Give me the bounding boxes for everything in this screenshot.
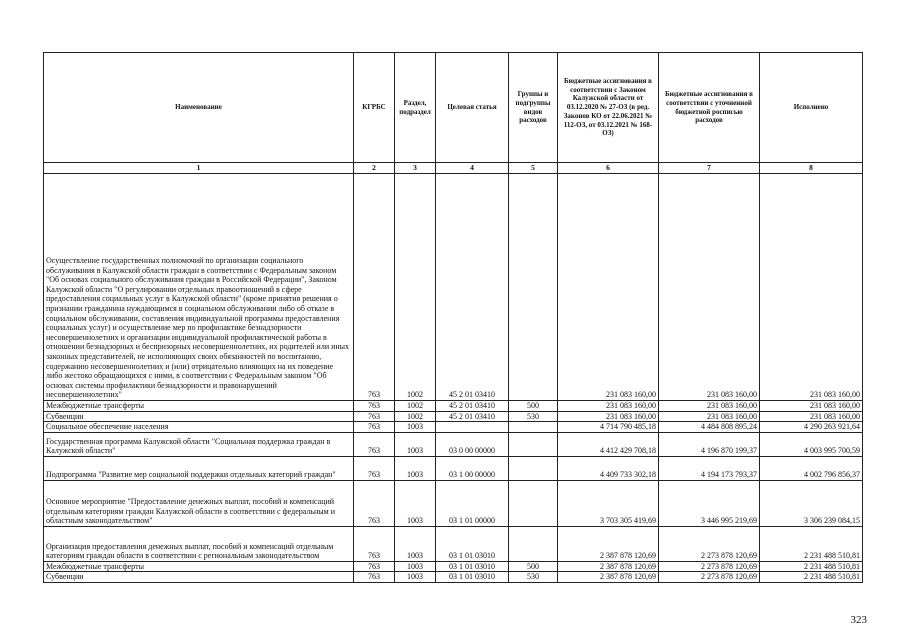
row-kgrbs: 763	[354, 401, 395, 412]
row-executed: 2 231 488 510,81	[760, 526, 863, 561]
row-allocated: 4 412 429 708,18	[558, 432, 659, 456]
row-section: 1002	[395, 411, 436, 422]
row-target: 45 2 01 03410	[436, 174, 509, 401]
header-groups: Группы и подгруппы видов расходов	[509, 53, 558, 163]
row-refined: 2 273 878 120,69	[659, 561, 760, 572]
row-kgrbs: 763	[354, 480, 395, 526]
row-group: 530	[509, 411, 558, 422]
row-name: Государственная программа Калужской области "Социальная поддержка граждан в Калужской области"	[44, 432, 354, 456]
row-group	[509, 456, 558, 480]
row-refined: 4 196 870 199,37	[659, 432, 760, 456]
column-number: 5	[509, 163, 558, 174]
row-kgrbs: 763	[354, 174, 395, 401]
row-executed: 2 231 488 510,81	[760, 572, 863, 583]
header-allocations: Бюджетные ассигнования в соответствии с Законом Калужской области от 03.12.2020 № 27-ОЗ (в ред. Законов КО от 22.06.2021 № 112-ОЗ, от 03.12.2021 № 168-ОЗ)	[558, 53, 659, 163]
row-group	[509, 422, 558, 433]
row-group	[509, 526, 558, 561]
row-kgrbs: 763	[354, 572, 395, 583]
row-group	[509, 480, 558, 526]
row-section: 1003	[395, 480, 436, 526]
row-allocated: 231 083 160,00	[558, 174, 659, 401]
table-row	[44, 422, 863, 433]
table-row	[44, 432, 863, 456]
row-executed: 231 083 160,00	[760, 411, 863, 422]
row-section: 1003	[395, 456, 436, 480]
row-section: 1003	[395, 561, 436, 572]
table-row	[44, 480, 863, 526]
row-executed: 4 002 796 856,37	[760, 456, 863, 480]
row-section: 1003	[395, 526, 436, 561]
row-refined: 4 484 808 895,24	[659, 422, 760, 433]
row-refined: 2 273 878 120,69	[659, 526, 760, 561]
row-name: Осуществление государственных полномочий по организации социального обслуживания в Калужской области граждан в соответствии с Федеральным законом "Об основах социального обслуживания граждан в Российской Федерации", Законом Калужской области "О регулировании отдельных правоотношений в сфере предоставления социальных услуг в Калужской области" (кроме принятия решения о признании гражданина нуждающимся в социальном обслуживании либо об отказе в социальном обслуживании, составления индивидуальной программы предоставления социальных услуг) и осуществление мер по профилактике безнадзорности несовершеннолетних и организации индивидуальной профилактической работы в отношении безнадзорных и беспризорных несовершеннолетних, их родителей или иных законных представителей, не исполняющих своих обязанностей по воспитанию, содержанию несовершеннолетних и (или) отрицательно влияющих на их поведение либо жестоко обращающихся с ними, в соответствии с Федеральным законом "Об основах системы профилактики безнадзорности и правонарушений несовершеннолетних"	[44, 174, 354, 401]
header-executed: Исполнено	[760, 53, 863, 163]
header-kgrbs: КГРБС	[354, 53, 395, 163]
row-name: Основное мероприятие "Предоставление денежных выплат, пособий и компенсаций отдельным категориям граждан Калужской области в соответствии с федеральным и областным законодательством"	[44, 480, 354, 526]
row-allocated: 4 409 733 302,18	[558, 456, 659, 480]
header-refined: Бюджетные ассигнования в соответствии с уточненной бюджетной росписью расходов	[659, 53, 760, 163]
row-kgrbs: 763	[354, 411, 395, 422]
row-name: Межбюджетные трансферты	[44, 401, 354, 412]
column-number-row	[44, 163, 863, 174]
row-section: 1003	[395, 572, 436, 583]
row-target: 45 2 01 03410	[436, 411, 509, 422]
row-refined: 231 083 160,00	[659, 401, 760, 412]
row-kgrbs: 763	[354, 561, 395, 572]
row-name: Субвенции	[44, 411, 354, 422]
table-row	[44, 526, 863, 561]
row-refined: 2 273 878 120,69	[659, 572, 760, 583]
page-number: 323	[850, 614, 867, 626]
row-kgrbs: 763	[354, 456, 395, 480]
row-refined: 4 194 173 793,37	[659, 456, 760, 480]
row-name: Межбюджетные трансферты	[44, 561, 354, 572]
row-group	[509, 432, 558, 456]
row-executed: 4 290 263 921,64	[760, 422, 863, 433]
row-name: Подпрограмма "Развитие мер социальной поддержки отдельных категорий граждан"	[44, 456, 354, 480]
row-target	[436, 422, 509, 433]
row-refined: 231 083 160,00	[659, 174, 760, 401]
row-section: 1003	[395, 422, 436, 433]
row-name: Социальное обеспечение населения	[44, 422, 354, 433]
row-group: 500	[509, 561, 558, 572]
row-executed: 3 306 239 084,15	[760, 480, 863, 526]
header-name: Наименование	[44, 53, 354, 163]
row-target: 45 2 01 03410	[436, 401, 509, 412]
column-number: 2	[354, 163, 395, 174]
row-group: 500	[509, 401, 558, 412]
row-section: 1003	[395, 432, 436, 456]
header-row	[44, 53, 863, 163]
row-allocated: 3 703 305 419,69	[558, 480, 659, 526]
row-name: Организация предоставления денежных выплат, пособий и компенсаций отдельным категориям граждан области в соответствии с региональным законодательством	[44, 526, 354, 561]
table-row	[44, 411, 863, 422]
row-allocated: 2 387 878 120,69	[558, 572, 659, 583]
row-group: 530	[509, 572, 558, 583]
row-target: 03 1 01 03010	[436, 526, 509, 561]
table-row	[44, 561, 863, 572]
column-number: 7	[659, 163, 760, 174]
row-target: 03 1 01 03010	[436, 572, 509, 583]
header-section: Раздел, подраздел	[395, 53, 436, 163]
column-number: 1	[44, 163, 354, 174]
table-row	[44, 456, 863, 480]
row-executed: 231 083 160,00	[760, 401, 863, 412]
row-executed: 4 003 995 700,59	[760, 432, 863, 456]
row-kgrbs: 763	[354, 526, 395, 561]
row-target: 03 1 01 03010	[436, 561, 509, 572]
table-row	[44, 572, 863, 583]
row-executed: 2 231 488 510,81	[760, 561, 863, 572]
header-target: Целевая статья	[436, 53, 509, 163]
column-number: 8	[760, 163, 863, 174]
row-allocated: 2 387 878 120,69	[558, 561, 659, 572]
row-section: 1002	[395, 401, 436, 412]
table-row	[44, 401, 863, 412]
row-executed: 231 083 160,00	[760, 174, 863, 401]
column-number: 4	[436, 163, 509, 174]
budget-table	[43, 52, 863, 583]
row-section: 1002	[395, 174, 436, 401]
row-name: Субвенции	[44, 572, 354, 583]
row-refined: 3 446 995 219,69	[659, 480, 760, 526]
column-number: 6	[558, 163, 659, 174]
row-target: 03 0 00 00000	[436, 432, 509, 456]
row-kgrbs: 763	[354, 432, 395, 456]
row-allocated: 2 387 878 120,69	[558, 526, 659, 561]
row-kgrbs: 763	[354, 422, 395, 433]
row-group	[509, 174, 558, 401]
column-number: 3	[395, 163, 436, 174]
row-allocated: 4 714 790 485,18	[558, 422, 659, 433]
row-allocated: 231 083 160,00	[558, 411, 659, 422]
row-target: 03 1 00 00000	[436, 456, 509, 480]
row-refined: 231 083 160,00	[659, 411, 760, 422]
row-allocated: 231 083 160,00	[558, 401, 659, 412]
table-row	[44, 174, 863, 401]
row-target: 03 1 01 00000	[436, 480, 509, 526]
